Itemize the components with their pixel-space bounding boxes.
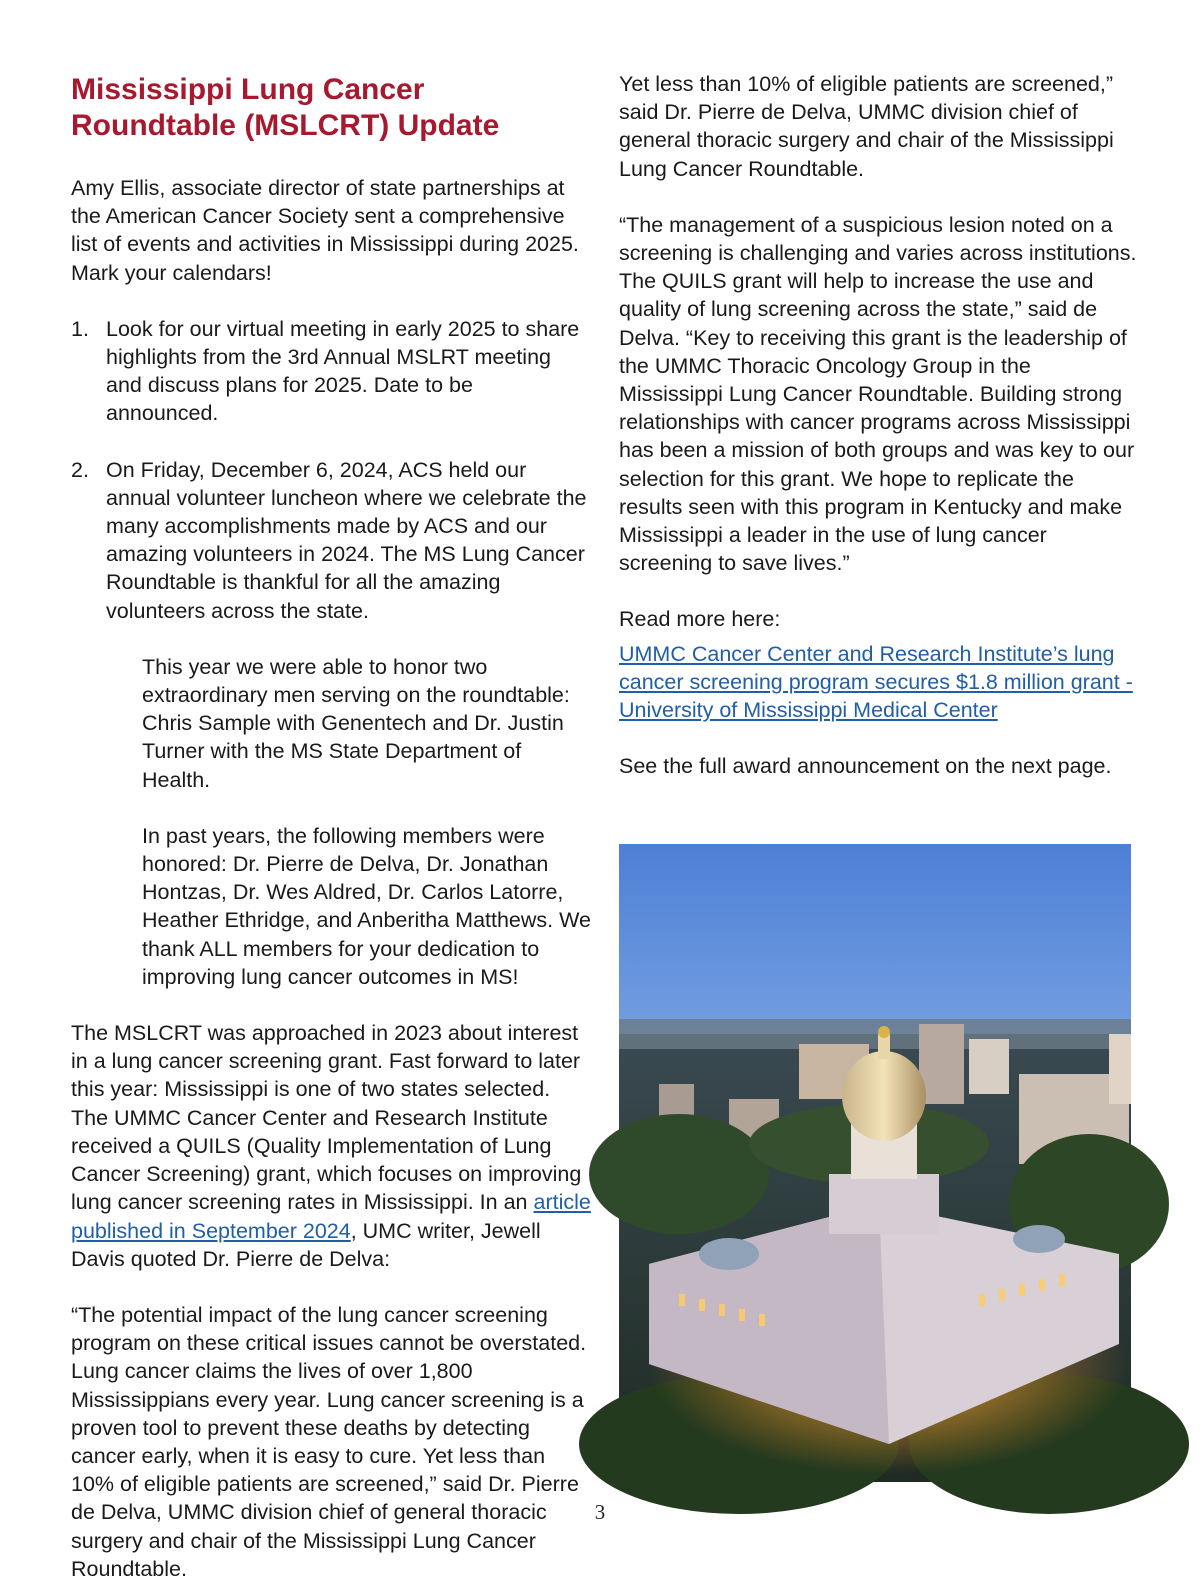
- list-number: 1.: [71, 316, 89, 341]
- honor-past-paragraph: In past years, the following members were honored: Dr. Pierre de Delva, Dr. Jonathan Hontzas, Dr. Wes Aldred, Dr. Carlos Latorre, Heather Ethridge, and Anberitha Matthews. We thank ALL members for your dedication to improving lung cancer outcomes in MS!: [142, 823, 591, 989]
- read-more-paragraph: [619, 640, 1139, 725]
- list-number: 2.: [71, 457, 89, 482]
- grant-text-before-link: The MSLCRT was approached in 2023 about interest in a lung cancer screening grant. Fast forward to later this year: Mississippi is one of two states selected. The UMMC Cancer Center and Research Institute received a QUILS (Quality Implementation of Lung Cancer Screening) grant, which focuses on improving lung cancer screening rates in Mississippi. In an: [71, 1021, 582, 1215]
- next-page-note: See the full award announcement on the next page.: [619, 754, 1112, 779]
- intro-paragraph: Amy Ellis, associate director of state partnerships at the American Cancer Society sent a comprehensive list of events and activities in Mississippi during 2025. Mark your calendars!: [71, 176, 579, 285]
- honors-block: [71, 653, 591, 991]
- capitol-skyline-illustration: [619, 844, 1131, 1482]
- list-item-text: Look for our virtual meeting in early 2025 to share highlights from the 3rd Annual MSLRT meeting and discuss plans for 2025. Date to be announced.: [106, 316, 580, 426]
- honor-current-paragraph: This year we were able to honor two extraordinary men serving on the roundtable: Chris Sample with Genentech and Dr. Justin Turner with the MS State Department of Health.: [142, 654, 570, 792]
- list-item-text: On Friday, December 6, 2024, ACS held our annual volunteer luncheon where we celebrate the many accomplishments made by ACS and our amazing volunteers in 2024. The MS Lung Cancer Roundtable is thankful for all the amazing volunteers across the state.: [106, 457, 587, 623]
- list-item: [71, 456, 591, 625]
- grant-news-link[interactable]: UMMC Cancer Center and Research Institute’s lung cancer screening program secures $1.8 million grant - University of Mississippi Medical Center: [619, 641, 1133, 723]
- right-column: [619, 70, 1139, 780]
- quote-paragraph-2: “The management of a suspicious lesion noted on a screening is challenging and varies across institutions. The QUILS grant will help to increase the use and quality of lung screening across the state,” said de Delva. “Key to receiving this grant is the leadership of the UMMC Thoracic Oncology Group in the Mississippi Lung Cancer Roundtable. Building strong relationships with cancer programs across Mississippi has been a mission of both groups and was key to our selection for this grant. We hope to replicate the results seen with this program in Kentucky and make Mississippi a leader in the use of lung cancer screening to save lives.”: [619, 212, 1137, 576]
- quote-paragraph-1-continued: Yet less than 10% of eligible patients are screened,” said Dr. Pierre de Delva, UMMC division chief of general thoracic surgery and chair of the Mississippi Lung Cancer Roundtable.: [619, 72, 1114, 181]
- capitol-photo: [619, 844, 1131, 1482]
- grant-paragraph: [71, 1019, 591, 1273]
- left-column: [71, 72, 591, 1581]
- article-link[interactable]: article published in September 2024: [71, 1190, 591, 1243]
- quote-paragraph-1: “The potential impact of the lung cancer screening program on these critical issues cannot be overstated. Lung cancer claims the lives of over 1,800 Mississippians every year. Lung cancer screening is a proven tool to prevent these deaths by detecting cancer early, when it is easy to cure. Yet less than 10% of eligible patients are screened,” said Dr. Pierre de Delva, UMMC division chief of general thoracic surgery and chair of the Mississippi Lung Cancer Roundtable.: [71, 1302, 587, 1581]
- grant-text-after-link: , UMC writer, Jewell Davis quoted Dr. Pierre de Delva:: [71, 1218, 541, 1271]
- page-number: 3: [594, 1500, 606, 1524]
- list-item: [71, 315, 591, 428]
- read-more-label: Read more here:: [619, 607, 781, 632]
- page-title: Mississippi Lung Cancer Roundtable (MSLCRT) Update: [71, 73, 500, 142]
